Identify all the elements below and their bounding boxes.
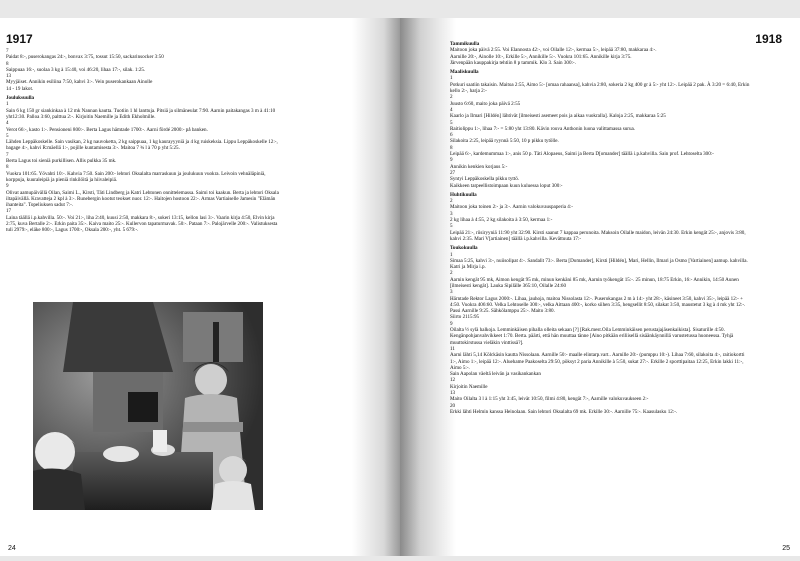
day-number: 13: [450, 390, 456, 397]
diary-entry: Syntyi Leppäkoskella pikku tyttö.: [450, 176, 520, 183]
diary-entry: Aarnin kengät 95 mk, Aimon kengät 95 mk, minun kenkäni 85 mk, Aarnin työkengät 15:-. 25 minun, 18:75 Erkin, 16:- Annikin, 14:50 Aunen [ilmeisesti kengät]. Lauka Sipilälle 365:10, Oilalle 24:60: [450, 276, 739, 289]
diary-entry: Maitoon joka päivä 2:55. Voi Elannosta 42:-, voi Oilalle 12:-, kermaa 5:-, leipää 37:80, makkaraa 4:-.: [450, 47, 657, 54]
diary-entry: Laina täällä i.p.kahvilla. 50:-. Voi 21:-, liha 2:40, kuusi 2:50, makkara 8:-, sokeri 13:15, kellon lasi 3:-. Vaarin kirja 4:50, Elvin kirja 2:75, kuva Bertalle 2:-. Erkin paita 35:-. Kaiva maito 25:-. Kullervon tapaturmavak. 50:-. Pataan 7:-. Palojärvelle 200:-. Valistuksesta tuli 2979:-, eläke 800:-, Lagus 1700:-, Oksala 200:-, yht. 5 679:-.: [6, 214, 278, 234]
day-number: 8: [450, 144, 453, 151]
day-number: 20: [450, 402, 456, 409]
day-number: 11: [450, 345, 455, 352]
day-number: 9: [6, 183, 9, 190]
day-number: 5: [450, 119, 453, 126]
diary-entry: Härntade Rektor Lagus 2000:-. Lihaa, jauhoja, maitoa Nissolasta 12:-. Puserokangas 2 m à 14:- yht 28:-, käsineet 3:50, kahvi 35:-, leipää 12:- + 4:50. Vuokra 406:60. Velka Lehtoselle 300:-, velka Aittaan 400:-, korko siihen 3:35, hengsellit 8:50, silakat 3:50, maustetut 3 kg à 4 mk yht 12:-.: [450, 295, 746, 308]
diary-entry: Vuokra 101:65. Yövahti 10:-. Kahvia 7:50. Sain 200:- lehtori Oksalalta marraskuun ja joulukuun vuokra. Leivoin vehnäläpiniä, korppuja, kuuraleipiä ja pieniä rinkilöitä ja hiivaleipiä.: [6, 170, 266, 183]
left-page: [0, 18, 400, 556]
day-number: 1: [6, 101, 9, 108]
diary-entry: Kaikkeen tarpeellistoimpaan kuun kuluessa loput 300:-: [450, 182, 563, 189]
diary-entry: 2 kg lihaa à 4:55, 2 kg silakoita à 3:50, kermaa 1:-: [450, 217, 553, 224]
day-number: 5: [6, 132, 9, 139]
family-photograph: [33, 302, 263, 510]
day-number: 8: [6, 60, 9, 67]
day-number: 2: [450, 198, 453, 205]
month-heading: Maaliskuulla: [450, 69, 479, 76]
diary-entry: Verot 66:-, kasto 1:-. Pensioneni 800:-. Berta Lagus hämtade 1700:-. Aarni fördé 2000:- på banken.: [6, 126, 208, 133]
day-number: 5: [450, 223, 453, 230]
diary-entry: Aarnille 20:-, Ainolle 10:-, Erkille 5:-, Annikille 5:-. Vuokra 101:65. Annikille kirja 3:75.: [450, 53, 632, 60]
month-heading: Jouluksuulla: [6, 95, 35, 102]
day-number: 4: [6, 120, 9, 127]
day-number: 12: [450, 377, 456, 384]
day-number: 3: [450, 289, 453, 296]
diary-entry: Järvenpään kauppakirja tehtiin 8 p tammik. Klo 3. Sain 300:-.: [450, 59, 576, 66]
diary-entry: Sain 6 kg 150 gr siankinkaa à 12 mk Nannan kautta. Tuotiin 1 hl lanttuja. Pitsiä ja silmäneulat 7:90. Aarnin paitakangas 3 m à 41:10 yht12:30. Palloa 3:60, palttua 2:-. Kirjoitin Naemille ja Edith Ekholmille.: [6, 107, 276, 120]
left-year-heading: 1917: [6, 32, 33, 46]
diary-entry: Juusto 6:60, maito joka päivä 2:55: [450, 100, 521, 107]
diary-entry: Raitiolippu 1:-, lihaa 7:- = 5:80 yht 13:80. Kävin rouva Anthonin luona valittamassa surua.: [450, 125, 636, 132]
month-heading: Toukokuulla: [450, 245, 478, 252]
diary-entry: Lähden Leppäkoskelle. Sain vasikan, 2 kg nauvoketta, 2 kg saippuaa, 1 kg kaurayyyniä ja 4 kg ruiskeksia. Lippu Leppäkoskelle 12:-, bagage 4:-, kahvi R:mäellä 1:-, pojille kuntamisesta 3:-. Maitoa 7 ¾ l à 70 p yht 5:25.: [6, 139, 278, 152]
right-page: [400, 18, 800, 556]
day-number: 9: [450, 320, 453, 327]
diary-entry: Maito Oilalta 3 l à 1:15 yht 3:45, leivät 10:50, filmi 4:80, kengät 7:-, Aarnille valokuvaukseen 2:-: [450, 396, 649, 403]
diary-entry: Kirjoitin Naemille: [450, 383, 488, 390]
diary-entry: Passi Aarnille 9:25. Sähkölamppu 25:-. Maito 3:80.: [450, 308, 555, 315]
day-number: 6: [450, 132, 453, 139]
diary-entry: Annikin kenkien korjaus 5:-: [450, 163, 508, 170]
left-page-text: [6, 48, 284, 234]
diary-entry: 14 - 19 lakot.: [6, 85, 34, 92]
day-number: 1: [450, 251, 453, 258]
right-year-heading: 1918: [755, 32, 782, 46]
day-number: 4: [450, 106, 453, 113]
day-number: 2: [450, 94, 453, 101]
diary-entry: Oilalta ½ sylä halkoja. Lemminkäisen pihalla olleita sekaan [?] [Rak.mest.Oila Lemminkäisen perustajajäsenkaikista]. Sisaturille 4:50. Kengänpohjanvahvikkeet 1:70. Berta. päärti, että hän muuttaa tänne [Aino pitkään eriliisellä sisäänkäynnillä varustetussa huoneessa. Tyhjä muuttokirstussa vieläkin vinttissä?].: [450, 327, 734, 346]
diary-entry: Saippuaa 16:-, suolaa 3 kg à 15:40, voi 46:20, lihaa 17:-, silak. 1:25.: [6, 66, 146, 73]
diary-entry: Olivat aamupäivällä Oilan, Saimi L., Kirsti, Täti Lindberg ja Katri Lehtonen onnittelemassa. Saimi toi kaakun. Berta ja lehtori Oksala iltapäivällä. Kravatteja 2 kpl à 3:-. Runebergin kootut teokset nuor. 12:-. Haitojen hostoon 22:-. Armas Vartiaiselle Jamesin "Elämän ihanteita". Topeliuksen sadut 7:-.: [6, 189, 279, 209]
left-page-number: 24: [8, 545, 16, 552]
day-number: 17: [6, 208, 12, 215]
day-number: 27: [450, 169, 456, 176]
diary-entry: Siirto 2115:95: [450, 314, 480, 321]
diary-entry: Myyjäiset. Annikin esiliina 7:50, kahvi 3:-. Vein puserokankaan Ainolle: [6, 79, 153, 86]
diary-entry: Berta Lagus toi sieniä purkillisen. Allis pulkka 35 mk.: [6, 158, 117, 165]
day-number: 3: [450, 210, 453, 217]
day-number: 2: [450, 270, 453, 277]
diary-entry: Kaarlo ja Ilmari [Hildén] lähtivät [ilmeisesti asemeet pois ja aikaa vuokralla]. Kaloja 2:25, makkaraa 5:25: [450, 113, 666, 120]
diary-entry: Potkuri saatiin takaisin. Maitoa 2:55, Aimo 5:- [omaa rahaansa], kahvia 2:80, sokeria 2 kg 400 gr à 5:- yht 12:-. Leipää 2 pak. À 3:20 = 6:40, Erkin kello 2:-, harja 2:-: [450, 81, 750, 95]
day-number: 7: [6, 48, 9, 54]
diary-entry: Silakoita 2:25, leipää ryynnä 5:50, 10 p pikku tytölle.: [450, 138, 559, 145]
day-number: 9: [450, 157, 453, 164]
day-number: 13: [6, 73, 12, 80]
day-number: 7: [6, 151, 9, 158]
diary-entry: Erkki lähti Helmin kanssa Heinolaan. Sain lehtori Oksalalta 69 mk. Erkille 30:-. Aarnille 75:-. Kaasulasku 12:-.: [450, 408, 678, 415]
diary-entry: Leipää 21:-, riisiryyniä 11:90 yht 32:90. Kirsti saanut 7 kappaa perunoita. Maksoin Oilalle maidon, leivän 24:30. Erkin kengät 25:-, anjovis 3:80, kahvi 2:35. Mari V[artiainen] täällä i.p.kahvilla. Kevättuuta 17:-: [450, 229, 746, 242]
month-heading: Huhtikuulla: [450, 191, 477, 198]
diary-entry: Simaa 5:25, kahvi 3:-, nuiisolipat 4:-. Sandalit 73:-. Berta [Domander], Kirsti [Hildén], Mari, Hellin, Ilmari ja Osmo [Vartiainen] aamup. kahvilla. Katri ja Mirja i.p.: [450, 257, 748, 271]
day-number: 8: [6, 164, 9, 171]
diary-entry: Sain Aapolan väeltä leivän ja vasikankankan: [450, 371, 541, 378]
day-number: 1: [450, 75, 453, 82]
right-page-number: 25: [782, 545, 790, 552]
diary-entry: Leipää 6:-, kardemummaa 1:-, anis 50 p. Täti Alopaeus, Saimi ja Berta D[omander] täällä i.p.kahvilla. Sain prof. Lehtoselta 300:-: [450, 151, 714, 158]
month-heading: Tammikuulla: [450, 41, 480, 47]
diary-entry: Paidat 8:-, puserokangas 24:-, bonvax 3:75, tossut 15:50, sackarinsocker 3:50: [6, 54, 164, 61]
diary-entry: Aarni lähti 5,14 Kölckäsin kautta Nissolaan. Aarnille 50:- maalle elintarp.vart.. Aarnille 20:- (pumppu 10:-). Lihaa 7:60, silakoita 4:-, raitiokortti 1:-, Aimo 1:-, leipää 12:-. Aluehame Paakoselta 29:50, pöksyt 2 paria Annikille à 5:50, sukat 27:-. Erkille 2 sporttipaitaa 12:25, Erkin lakki 11:-, Aimo 5:-.: [450, 352, 745, 371]
right-page-text: [450, 38, 750, 415]
diary-entry: Maitoon joka toinen 2:- ja 3:-. Aarnin valokuvauspaperia 4:-: [450, 204, 573, 211]
